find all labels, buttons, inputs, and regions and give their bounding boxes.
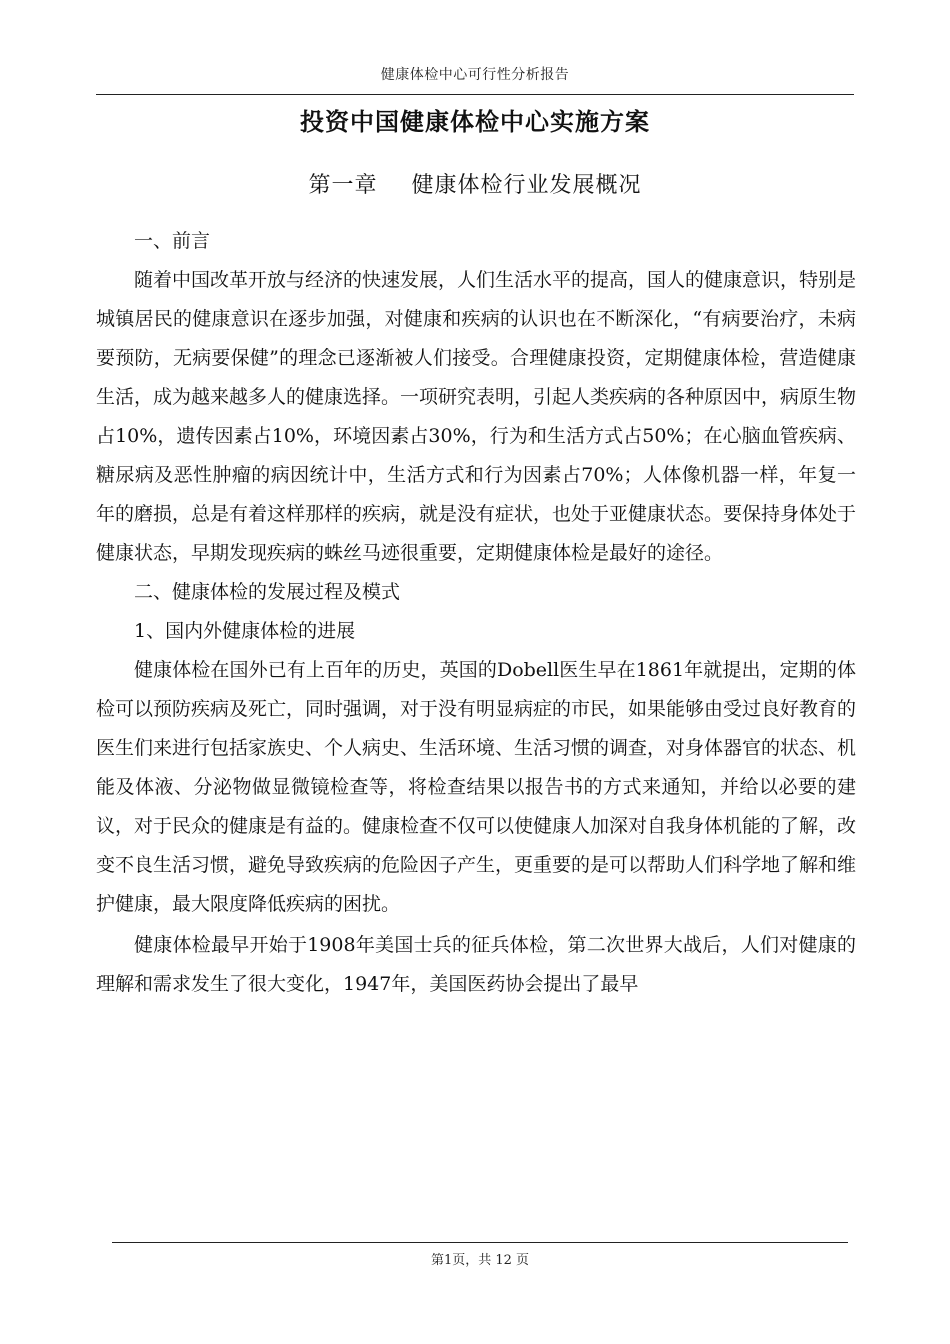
chapter-title [96, 166, 854, 206]
paragraph-preface: 随着中国改革开放与经济的快速发展，人们生活水平的提高，国人的健康意识，特别是城镇居民的健康意识在逐步加强，对健康和疾病的认识也在不断深化，“有病要治疗，未病要预防，无病要保健”的理念已逐渐被人们接受。合理健康投资，定期健康体检，营造健康生活，成为越来越多人的健康选择。一项研究表明，引起人类疾病的各种原因中，病原生物占10%，遗传因素占10%，环境因素占30%，行为和生活方式占50%；在心脑血管疾病、糖尿病及恶性肿瘤的病因统计中，生活方式和行为因素占70%；人体像机器一样，年复一年的磨损，总是有着这样那样的疾病，就是没有症状，也处于亚健康状态。要保持身体处于健康状态，早期发现疾病的蛛丝马迹很重要，定期健康体检是最好的途径。 [96, 269, 857, 564]
paragraph-origin: 健康体检最早开始于1908年美国士兵的征兵体检，第二次世界大战后，人们对健康的理解和需求发生了很大变化，1947年，美国医药协会提出了最早 [96, 934, 856, 995]
chapter-label: 第一章 [308, 173, 378, 198]
chapter-name: 健康体检行业发展概况 [411, 173, 642, 198]
document-title: 投资中国健康体检中心实施方案 [300, 107, 650, 136]
page-number: 第1页，共 12 页 [430, 1253, 530, 1268]
section-heading-development: 二、健康体检的发展过程及模式 [134, 581, 401, 603]
page-footer [112, 1242, 848, 1268]
body-text [96, 222, 856, 1004]
paragraph-history: 健康体检在国外已有上百年的历史，英国的Dobell医生早在1861年就提出，定期的体检可以预防疾病及死亡，同时强调，对于没有明显病症的市民，如果能够由受过良好教育的医生们来进行包括家族史、个人病史、生活环境、生活习惯的调查，对身体器官的状态、机能及体液、分泌物做显微镜检查等，将检查结果以报告书的方式来通知，并给以必要的建议，对于民众的健康是有益的。健康检查不仅可以使健康人加深对自我身体机能的了解，改变不良生活习惯，避免导致疾病的危险因子产生，更重要的是可以帮助人们科学地了解和维护健康，最大限度降低疾病的困扰。 [96, 659, 857, 915]
page-header [96, 58, 854, 95]
section-heading-preface: 一、前言 [134, 230, 211, 252]
subsection-heading-progress: 1、国内外健康体检的进展 [134, 620, 356, 642]
header-text: 健康体检中心可行性分析报告 [380, 67, 570, 83]
